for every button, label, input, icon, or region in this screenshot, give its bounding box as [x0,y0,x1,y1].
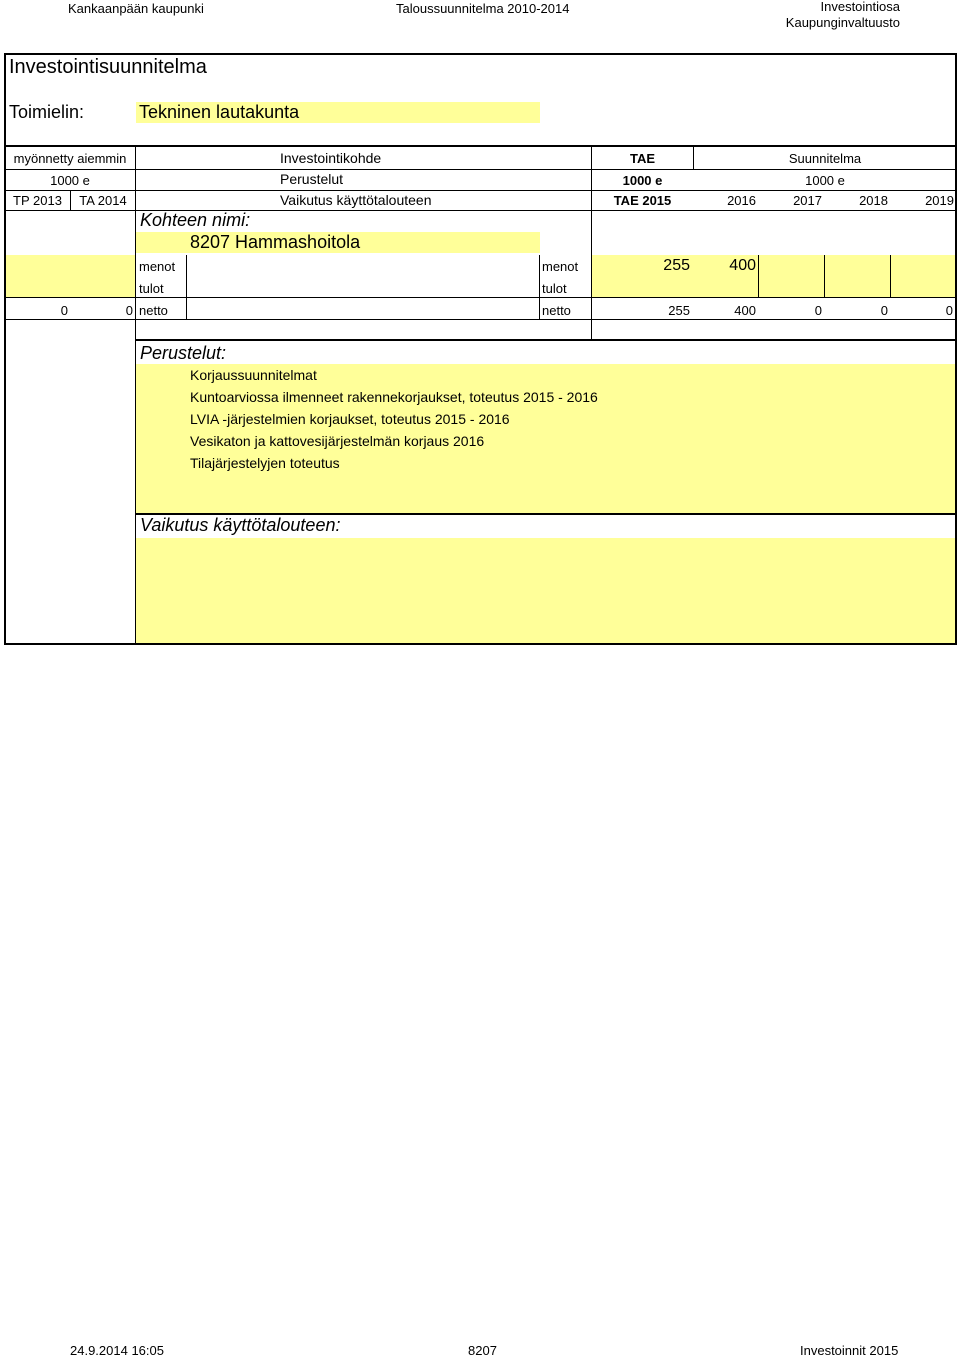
section-body: Kaupunginvaltuusto [785,15,900,30]
netto-2019: 0 [945,303,953,318]
project-name: 8207 Hammashoitola [190,232,361,252]
toimielin-label: Toimielin: [9,102,85,122]
netto-ta-2014: 0 [125,303,133,318]
col-tae-2015: TAE 2015 [613,193,672,208]
row-label-tulot: tulot [139,281,164,296]
row-label-netto-right: netto [542,303,571,318]
col-rationale-header: Perustelut [280,171,344,187]
col-item-header: Investointikohde [280,150,382,166]
vaikutus-label: Vaikutus käyttötalouteen: [140,515,341,535]
netto-2018: 0 [880,303,888,318]
netto-2016: 400 [734,303,756,318]
org-name: Kankaanpään kaupunki [68,1,204,16]
col-ta-2014: TA 2014 [79,193,127,208]
form-title: Investointisuunnitelma [9,56,207,78]
perustelut-label: Perustelut: [140,343,227,363]
col-approved-header: myönnetty aiemmin [13,151,127,166]
footer-date: 24.9.2014 16:05 [70,1343,164,1358]
col-2017: 2017 [793,193,822,208]
row-label-netto: netto [139,303,168,318]
approved-input-bg [5,255,135,297]
netto-tae-2015: 255 [668,303,690,318]
menot-tae-2015[interactable]: 255 [663,257,690,274]
row-label-tulot-right: tulot [542,281,567,296]
project-name-label: Kohteen nimi: [140,210,251,230]
col-tp-2013: TP 2013 [13,193,62,208]
footer-code: 8207 [468,1343,497,1358]
perustelut-line: Vesikaton ja kattovesijärjestelmän korjaus 2016 [190,433,485,449]
col-unit-plan: 1000 e [805,173,845,188]
menot-2016[interactable]: 400 [729,257,756,274]
col-2018: 2018 [859,193,888,208]
perustelut-line: Tilajärjestelyjen toteutus [190,455,340,471]
perustelut-line: LVIA -järjestelmien korjaukset, toteutus 2015 - 2016 [190,411,510,427]
toimielin-value: Tekninen lautakunta [139,102,300,122]
vaikutus-bg [136,538,956,644]
netto-tp-2013: 0 [60,303,68,318]
document-title: Taloussuunnitelma 2010-2014 [396,1,570,16]
perustelut-line: Korjaussuunnitelmat [190,367,317,383]
col-unit-tae: 1000 e [622,173,663,188]
col-impact-header: Vaikutus käyttötalouteen [280,192,432,208]
netto-2017: 0 [814,303,822,318]
perustelut-line: Kuntoarviossa ilmenneet rakennekorjaukset, toteutus 2015 - 2016 [190,389,598,405]
row-label-menot-right: menot [542,259,579,274]
col-2016: 2016 [727,193,756,208]
col-unit-left: 1000 e [50,173,90,188]
row-label-menot: menot [139,259,176,274]
col-2019: 2019 [925,193,954,208]
section-name: Investointiosa [820,0,900,14]
col-tae-header: TAE [629,151,656,166]
col-plan-header: Suunnitelma [788,151,862,166]
footer-sheet: Investoinnit 2015 [800,1343,899,1358]
